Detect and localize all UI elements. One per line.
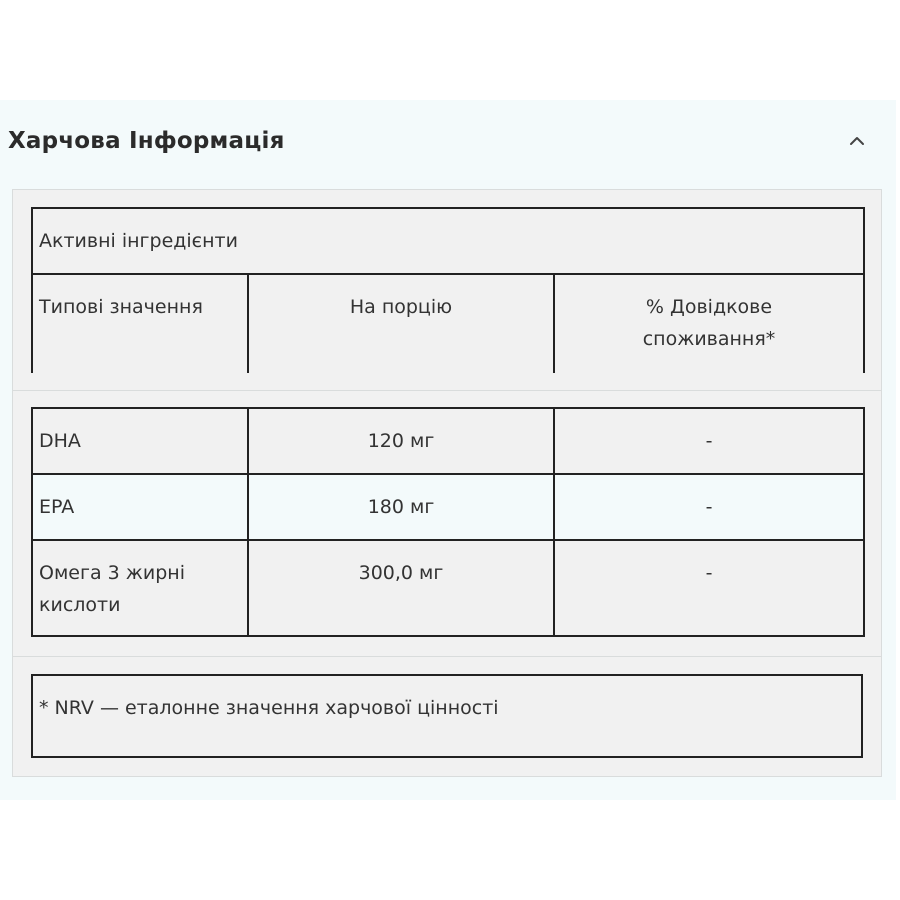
row-name-cell [32,408,248,474]
column-header-reference [554,274,864,373]
row-amount: 120 мг [367,430,435,452]
row-name-line2: кислоти [39,594,121,616]
row-amount-cell [248,474,554,540]
row-name: DHA [39,430,81,452]
row-name-cell [32,474,248,540]
row-reference-cell [554,474,864,540]
footnote-table [31,674,863,758]
row-name [39,541,247,621]
panel-header[interactable] [8,122,888,162]
column-header-reference-label [555,275,863,355]
table-header-section [13,190,881,391]
row-amount-cell [248,540,554,636]
nutrition-table-container [12,189,882,777]
footnote-cell [32,675,862,757]
row-amount: 300,0 мг [358,562,444,584]
column-header-row [32,274,864,373]
row-reference: - [705,430,713,452]
row-name: EPA [39,496,75,518]
column-header-typical [32,274,248,373]
panel-title: Харчова Інформація [8,128,285,154]
column-header-per-serving-label: На порцію [349,296,453,318]
row-reference: - [705,496,713,518]
table-footnote-section [13,657,881,776]
table-row [32,474,864,540]
row-amount: 180 мг [367,496,435,518]
column-header-per-serving [248,274,554,373]
table-row [32,408,864,474]
section-title-cell [32,208,864,274]
section-title: Активні інгредієнти [39,230,238,252]
column-header-reference-line2: споживання* [642,328,776,350]
row-name-line1: Омега 3 жирні [39,562,185,584]
table-data-section [13,391,881,657]
row-name-cell [32,540,248,636]
table-row [32,540,864,636]
data-table [31,407,865,637]
column-header-typical-label: Типові значення [39,296,203,318]
row-reference: - [705,562,713,584]
row-reference-cell [554,408,864,474]
column-header-reference-line1: % Довідкове [645,296,773,318]
section-title-row [32,208,864,274]
footnote-text: * NRV — еталонне значення харчової цінності [39,697,499,719]
footnote-row [32,675,862,757]
row-amount-cell [248,408,554,474]
chevron-up-icon[interactable] [844,128,870,154]
header-table [31,207,865,373]
nutrition-info-panel [0,100,896,800]
row-reference-cell [554,540,864,636]
